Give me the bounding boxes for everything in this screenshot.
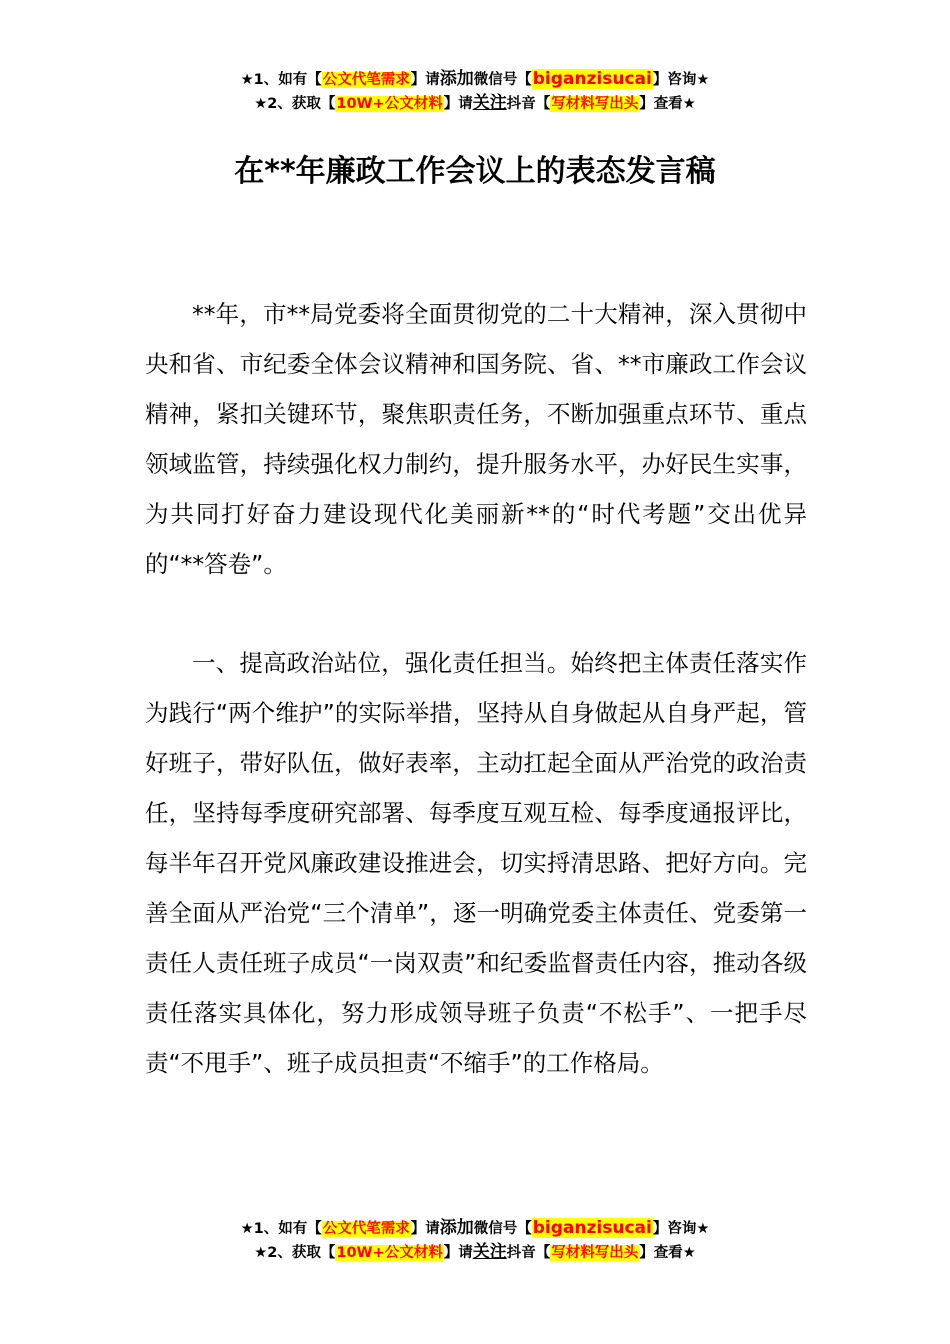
banner-text: 微信号【	[473, 1221, 532, 1237]
banner-text: 2、获取【	[267, 96, 336, 112]
bottom-banner	[0, 1217, 950, 1265]
banner-line-2	[0, 1241, 950, 1265]
highlight-materials: 10W+公文材料	[336, 96, 443, 112]
highlight-douyin: 写材料写出头	[551, 1245, 639, 1261]
banner-emphasis: 关注	[472, 93, 507, 113]
highlight-wechat-id: biganzisucai	[532, 1218, 652, 1238]
banner-text: 1、如有【	[253, 72, 322, 88]
banner-text: 】请	[443, 1245, 473, 1261]
banner-text: 抖音【	[506, 1245, 551, 1261]
star-icon: ★	[240, 72, 254, 88]
banner-text: 】咨询★	[652, 72, 710, 88]
highlight-service: 公文代笔需求	[322, 72, 410, 88]
highlight-douyin: 写材料写出头	[551, 96, 639, 112]
star-icon: ★	[254, 1245, 268, 1261]
paragraph-2	[145, 638, 807, 1088]
highlight-service: 公文代笔需求	[322, 1221, 410, 1237]
document-title: 在**年廉政工作会议上的表态发言稿	[234, 154, 716, 189]
star-icon: ★	[240, 1221, 254, 1237]
banner-text: 2、获取【	[267, 1245, 336, 1261]
banner-text: 微信号【	[473, 72, 532, 88]
paragraph-text: **年，市**局党委将全面贯彻党的二十大精神，深入贯彻中央和省、市纪委全体会议精神和国务院、省、**市廉政工作会议精神，紧扣关键环节，聚焦职责任务，不断加强重点环节、重点领域监管，持续强化权力制约，提升服务水平，办好民生实事，为共同打好奋力建设现代化美丽新**的“时代考题”交出优异的“**答卷”。	[145, 300, 807, 578]
banner-line-2	[0, 92, 950, 116]
banner-text: 】请	[410, 1221, 440, 1237]
paragraph-1	[145, 289, 807, 589]
banner-emphasis: 添加	[439, 69, 474, 89]
banner-line-1	[0, 68, 950, 92]
highlight-wechat-id: biganzisucai	[532, 69, 652, 89]
banner-text: 】查看★	[639, 1245, 696, 1261]
banner-text: 】咨询★	[652, 1221, 710, 1237]
paragraph-text: 一、提高政治站位，强化责任担当。始终把主体责任落实作为践行“两个维护”的实际举措，坚持从自身做起从自身严起，管好班子，带好队伍，做好表率，主动扛起全面从严治党的政治责任，坚持每季度研究部署、每季度互观互检、每季度通报评比，每半年召开党风廉政建设推进会，切实捋清思路、把好方向。完善全面从严治党“三个清单”，逐一明确党委主体责任、党委第一责任人责任班子成员“一岗双责”和纪委监督责任内容，推动各级责任落实具体化，努力形成领导班子负责“不松手”、一把手尽责“不甩手”、班子成员担责“不缩手”的工作格局。	[145, 649, 807, 1077]
banner-text: 抖音【	[506, 96, 551, 112]
banner-line-1	[0, 1217, 950, 1241]
highlight-materials: 10W+公文材料	[336, 1245, 443, 1261]
banner-text: 】查看★	[639, 96, 696, 112]
banner-text: 】请	[410, 72, 440, 88]
top-banner	[0, 68, 950, 116]
banner-text: 1、如有【	[253, 1221, 322, 1237]
banner-emphasis: 关注	[472, 1242, 507, 1262]
banner-text: 】请	[443, 96, 473, 112]
star-icon: ★	[254, 96, 268, 112]
banner-emphasis: 添加	[439, 1218, 474, 1238]
